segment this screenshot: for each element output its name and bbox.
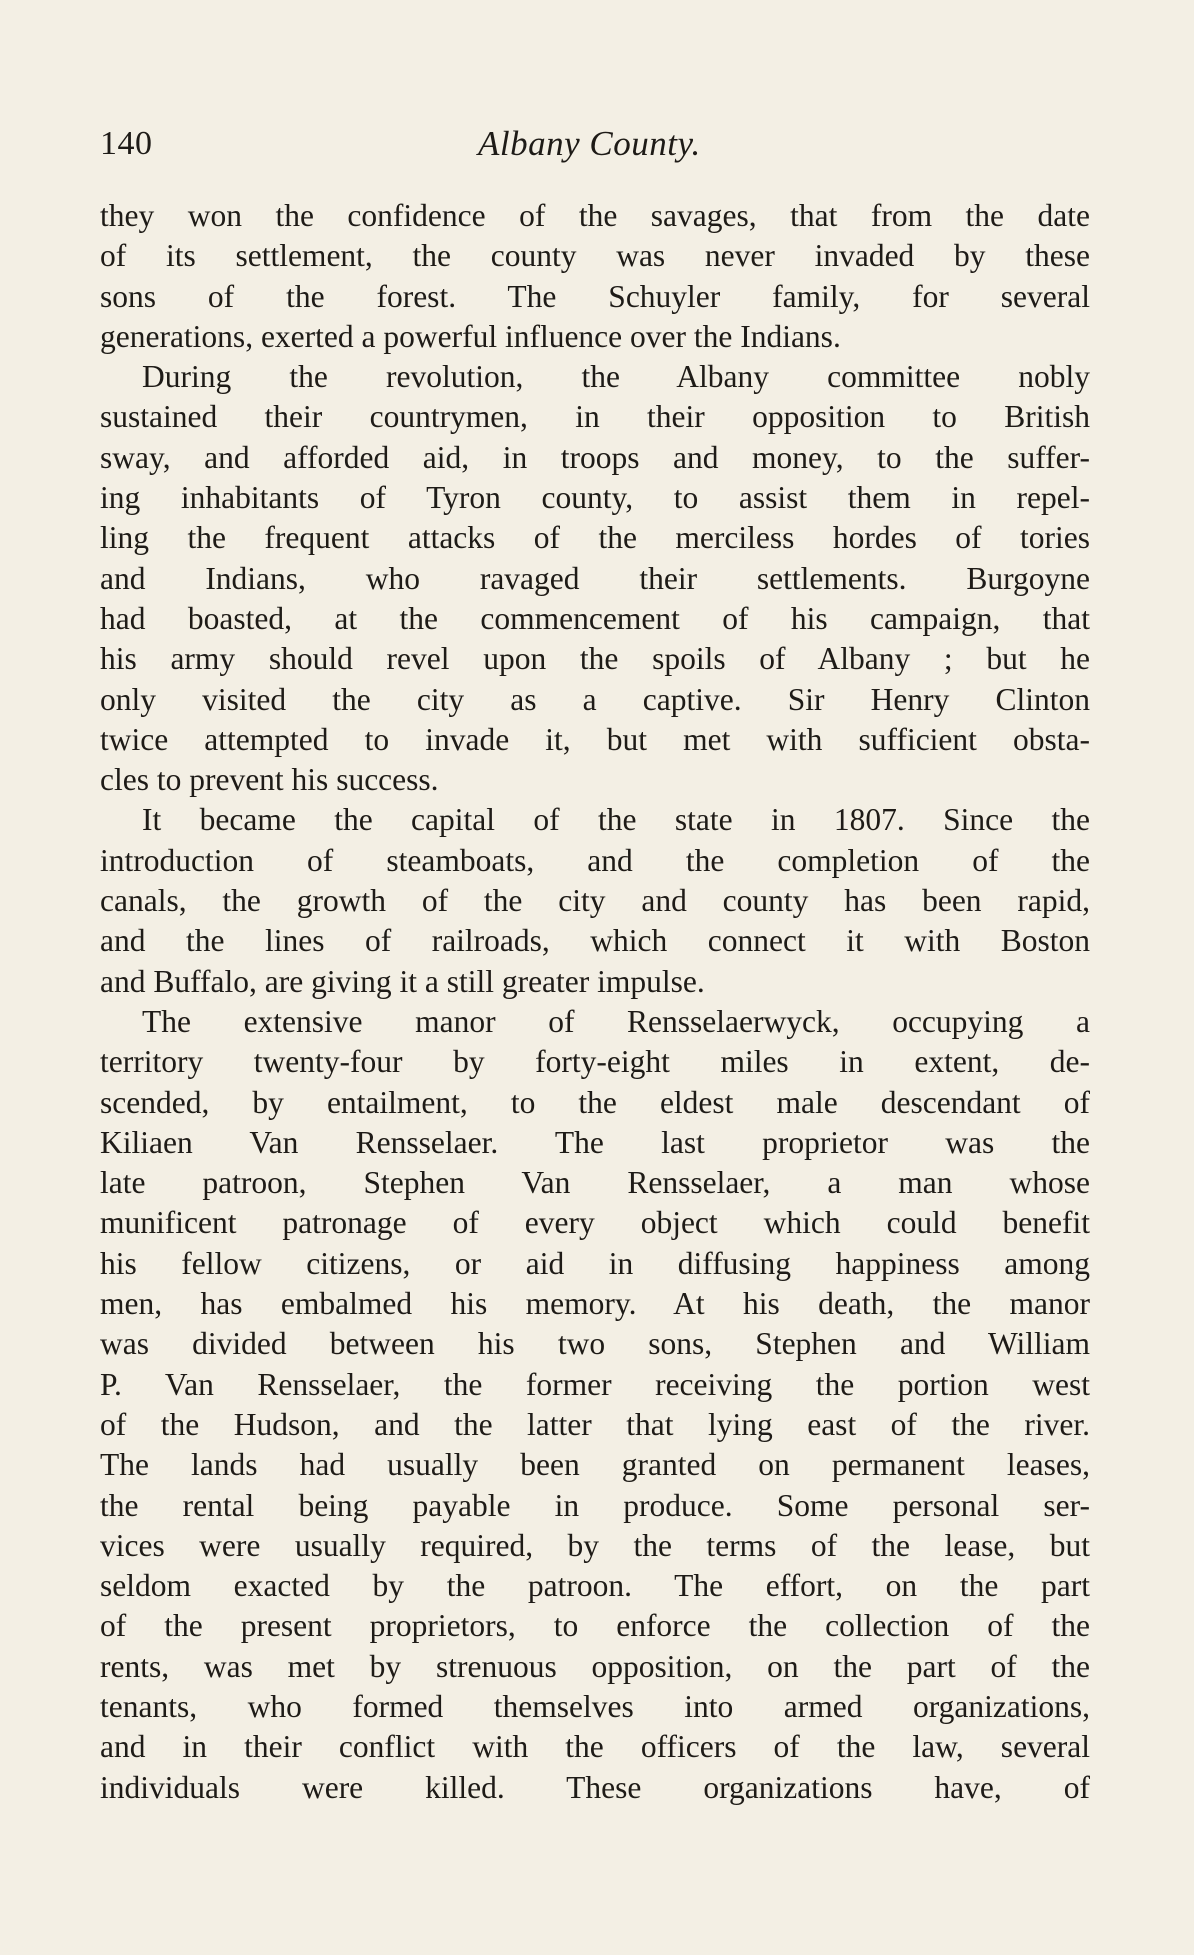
text-line: individuals were killed. These organizations have, of — [100, 1769, 1090, 1805]
text-line: they won the confidence of the savages, that from the date — [100, 198, 1090, 233]
text-line: P. Van Rensselaer, the former receiving the portion west — [100, 1366, 1090, 1402]
text-line: sons of the forest. The Schuyler family, for several — [100, 278, 1090, 314]
text-line: and the lines of railroads, which connect it with Boston — [100, 923, 1090, 959]
text-line: sway, and afforded aid, in troops and money, to the suffer- — [100, 439, 1090, 475]
text-line: twice attempted to invade it, but met with sufficient obsta- — [100, 721, 1090, 757]
text-line: and in their conflict with the officers of the law, several — [100, 1729, 1090, 1765]
text-line: late patroon, Stephen Van Rensselaer, a man whose — [100, 1165, 1090, 1201]
text-line: and Indians, who ravaged their settlements. Burgoyne — [100, 560, 1090, 596]
text-line: vices were usually required, by the terms of the lease, but — [100, 1527, 1090, 1563]
page-number: 140 — [100, 125, 153, 162]
text-line: munificent patronage of every object which could benefit — [100, 1205, 1090, 1241]
text-line: of the Hudson, and the latter that lying east of the river. — [100, 1406, 1090, 1442]
text-line: It became the capital of the state in 1807. Since the — [142, 802, 1090, 838]
text-line: the rental being payable in produce. Some personal ser- — [100, 1487, 1090, 1523]
text-line: only visited the city as a captive. Sir Henry Clinton — [100, 681, 1090, 717]
text-line: cles to prevent his success. — [100, 762, 439, 798]
text-line: The lands had usually been granted on permanent leases, — [100, 1447, 1090, 1483]
text-line: ling the frequent attacks of the merciless hordes of tories — [100, 520, 1090, 556]
text-line: scended, by entailment, to the eldest male descendant of — [100, 1084, 1090, 1120]
text-line: tenants, who formed themselves into armed organizations, — [100, 1688, 1090, 1724]
text-line: his fellow citizens, or aid in diffusing happiness among — [100, 1245, 1090, 1281]
text-line: generations, exerted a powerful influence over the Indians. — [100, 318, 841, 354]
text-line: seldom exacted by the patroon. The effort, on the part — [100, 1568, 1090, 1604]
text-line: and Buffalo, are giving it a still greater impulse. — [100, 963, 705, 999]
text-line: territory twenty-four by forty-eight miles in extent, de- — [100, 1044, 1090, 1080]
text-line: rents, was met by strenuous opposition, on the part of the — [100, 1648, 1090, 1684]
text-line: was divided between his two sons, Stephen and William — [100, 1326, 1090, 1362]
text-line: During the revolution, the Albany committee nobly — [142, 359, 1090, 395]
text-line: of its settlement, the county was never invaded by these — [100, 238, 1090, 274]
text-line: of the present proprietors, to enforce the collection of the — [100, 1608, 1090, 1644]
page-header — [100, 122, 1100, 172]
text-line: Kiliaen Van Rensselaer. The last proprietor was the — [100, 1124, 1090, 1160]
body-text — [100, 196, 1090, 1808]
text-line: ing inhabitants of Tyron county, to assist them in repel- — [100, 480, 1090, 516]
text-line: The extensive manor of Rensselaerwyck, occupying a — [142, 1003, 1090, 1039]
text-line: introduction of steamboats, and the completion of the — [100, 842, 1090, 878]
text-line: sustained their countrymen, in their opposition to British — [100, 399, 1090, 435]
running-title: Albany County. — [478, 124, 701, 163]
text-line: men, has embalmed his memory. At his death, the manor — [100, 1286, 1090, 1322]
text-line: canals, the growth of the city and county has been rapid, — [100, 883, 1090, 919]
text-line: his army should revel upon the spoils of Albany ; but he — [100, 641, 1090, 677]
text-line: had boasted, at the commencement of his campaign, that — [100, 600, 1090, 636]
